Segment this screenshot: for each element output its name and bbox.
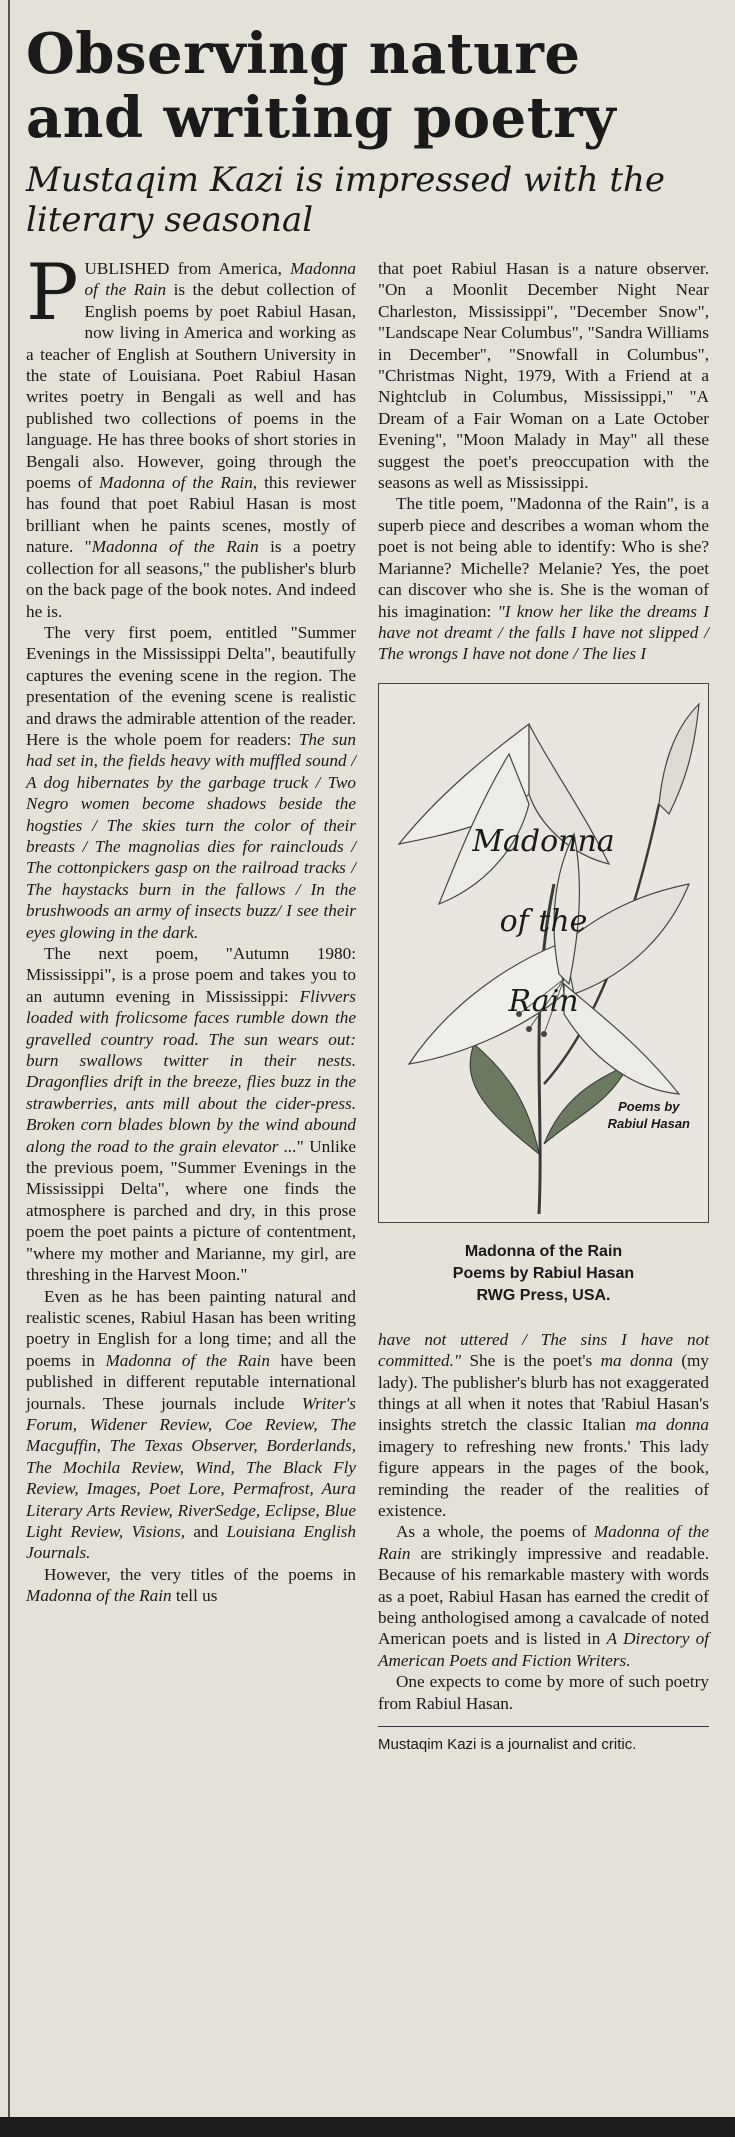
column-left (26, 248, 357, 1755)
poem-excerpt: Flivvers loaded with frolicsome faces rumble down the gravelled country road. The sun wears out: burn swallows twitter in their nests. Dragonflies drift in the breeze, flies buzz in the strawberries, ants mill about the cider-press. Broken corn blades blown by the wind abound along the road to the grain elevator ... (26, 986, 356, 1156)
column-rule (8, 0, 10, 2137)
book-title-line-2: of the (499, 903, 588, 939)
subheadline: Mustaqim Kazi is impressed with the literary seasonal (26, 160, 666, 240)
caption-author: Poems by Rabiul Hasan (452, 1264, 635, 1282)
figure-caption (378, 1241, 709, 1307)
lily-illustration (379, 684, 709, 1223)
poem-excerpt: "I know her like the dreams I have not dreamt / the falls I have not slipped / The wrongs I have not done / The lies I (378, 601, 709, 664)
book-title-line-1: Madonna (472, 823, 615, 859)
paragraph-7: The title poem, "Madonna of the Rain", is a superb piece and describes a woman whom the poet is not being able to identify: Who is she? Marianne? Michelle? Melanie? Yes, the poet can discover who she is. She is the woman of his imagination: "I know her like the dreams I have not dreamt / the falls I have not slipped / The wrongs I have not done / The lies I (378, 494, 709, 664)
book-title-line-3: Rain (508, 983, 579, 1019)
caption-publisher: RWG Press, USA. (476, 1286, 611, 1304)
paragraph-2: The very first poem, entitled "Summer Evenings in the Mississippi Delta", beautifully captures the evening scene in the region. The presentation of the evening scene is realistic and draws the admirable attention of the reader. Here is the whole poem for readers: The sun had set in, the fields heavy with muffled sound / A dog hibernates by the garbage truck / Two Negro women become shadows beside the hogsties / The skies turn the color of their breasts / The magnolias dies for rainclouds / The cottonpickers gasp on the railroad tracks / The haystacks burn in the fallows / In the brushwoods an army of insects buzz/ I see their eyes glowing in the dark. (26, 622, 356, 942)
poem-excerpt: The sun had set in, the fields heavy with muffled sound / A dog hibernates by the garbage truck / Two Negro women become shadows beside the hogsties / The skies turn the color of their breasts / The magnolias dies for rainclouds / The cottonpickers gasp on the railroad tracks / The haystacks burn in the fallows / In the brushwoods an army of insects buzz/ I see their eyes glowing in the dark. (26, 729, 356, 942)
paragraph-6: that poet Rabiul Hasan is a nature observer. "On a Moonlit December Night Near Charleston, Mississippi", "December Snow", "Landscape Near Columbus", "Sandra Williams in December", "Snowfall in Columbus", "Christmas Night, 1979, With a Friend at a Nightclub in Columbus, Mississippi," "A Dream of a Fair Woman on a Late October Evening", "Moon Malady in May" all these suggest the poet's preoccupation with the seasons as well as Mississippi. (378, 259, 709, 493)
column-right (378, 258, 709, 1755)
author-byline: Mustaqim Kazi is a journalist and critic. (378, 1736, 637, 1754)
page-edge (0, 2117, 735, 2137)
headline: Observing nature and writing poetry (26, 21, 617, 151)
drop-cap: P (26, 248, 79, 338)
paragraph-1: PUBLISHED from America, Madonna of the Rain is the debut collection of English poems by poet Rabiul Hasan, now living in America and working as a teacher of English at Southern University in the state of Louisiana. Poet Rabiul Hasan writes poetry in Bengali as well and has published two collections of poems in the language. He has three books of short stories in Bengali also. However, going through the poems of Madonna of the Rain, this reviewer has found that poet Rabiul Hasan is most brilliant when he paints scenes, mostly of nature. "Madonna of the Rain is a poetry collection for all seasons," the publisher's blurb on the back page of the book notes. And indeed he is. (26, 248, 356, 621)
paragraph-4: Even as he has been painting natural and realistic scenes, Rabiul Hasan has been writing poetry in English for a long time; and all the poems in Madonna of the Rain have been published in different reputable international journals. These journals include Writer's Forum, Widener Review, Coe Review, The Macguffin, The Texas Observer, Borderlands, The Mochila Review, Wind, The Black Fly Review, Images, Poet Lore, Permafrost, Aura Literary Arts Review, RiverSedge, Eclipse, Blue Light Review, Visions, and Louisiana English Journals. (26, 1286, 356, 1563)
article-body (26, 248, 710, 1755)
paragraph-8: have not uttered / The sins I have not committed." She is the poet's ma donna (my lady). The publisher's blurb has not exaggerated things at all when it notes that 'Rabiul Hasan's insights stretch the classic Italian ma donna imagery to refreshing new fronts.' This lady figure appears in the pages of the book, reminding the reader of the realities of existence. (378, 1329, 710, 1520)
paragraph-5: However, the very titles of the poems in Madonna of the Rain tell us (26, 1564, 356, 1606)
book-cover-image (378, 683, 709, 1223)
byline-divider (378, 1726, 709, 1727)
paragraph-3: The next poem, "Autumn 1980: Mississippi", is a prose poem and takes you to an autumn evening in Mississippi: Flivvers loaded with frolicsome faces rumble down the gravelled country road. The sun wears out: burn swallows twitter in their nests. Dragonflies drift in the breeze, flies buzz in the strawberries, ants mill about the cider-press. Broken corn blades blown by the wind abound along the road to the grain elevator ..." Unlike the previous poem, "Summer Evenings in the Mississippi Delta", where one finds the atmosphere is parched and dry, in this prose poem the poet paints a picture of contentment, "where my mother and Marianne, my girl, are threshing in the Harvest Moon." (26, 944, 357, 1285)
book-credit: Poems by Rabiul Hasan (607, 1098, 690, 1131)
journal-list: Writer's Forum, Widener Review, Coe Review, The Macguffin, The Texas Observer, Borderlands, The Mochila Review, Wind, The Black Fly Review, Images, Poet Lore, Permafrost, Aura Literary Arts Review, RiverSedge, Eclipse, Blue Light Review, Visions, (26, 1393, 356, 1541)
paragraph-10: One expects to come by more of such poetry from Rabiul Hasan. (378, 1672, 709, 1713)
paragraph-9: As a whole, the poems of Madonna of the Rain are strikingly impressive and readable. Because of his remarkable mastery with words as a poet, Rabiul Hasan has earned the credit of being anthologised among a cavalcade of noted American poets and is listed in A Directory of American Poets and Fiction Writers. (378, 1522, 709, 1670)
caption-title: Madonna of the Rain (464, 1242, 623, 1260)
